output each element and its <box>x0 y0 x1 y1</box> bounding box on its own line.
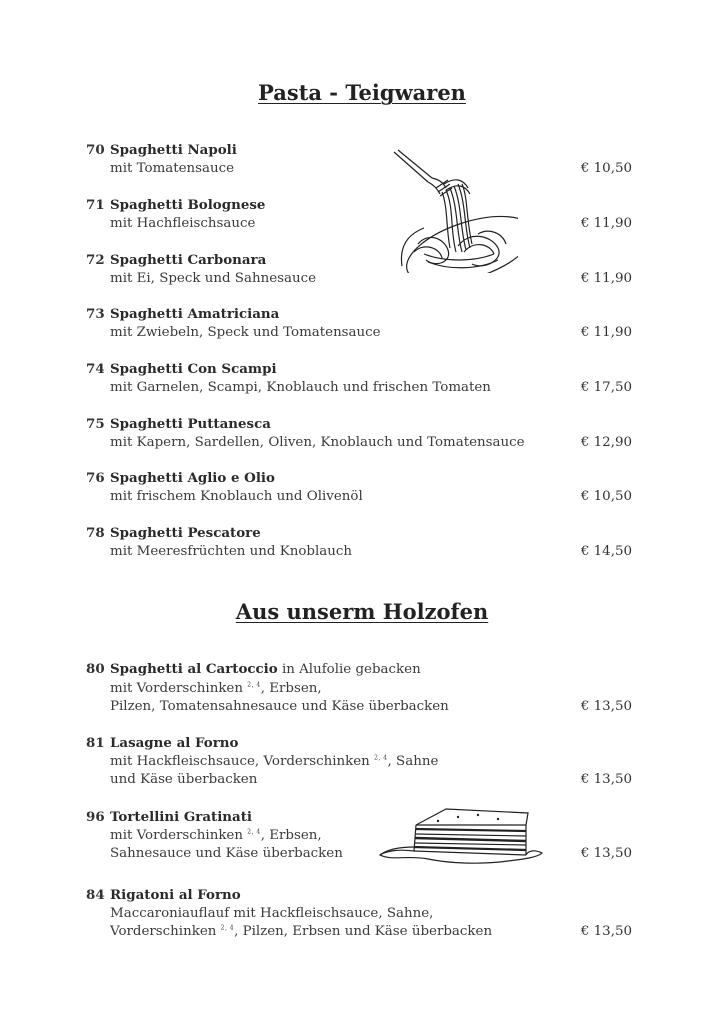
item-description: mit Hachfleischsauce <box>110 215 256 231</box>
item-description: und Käse überbacken <box>110 772 258 787</box>
item-price: € 14,50 <box>580 543 632 559</box>
item-number: 78 <box>86 525 105 541</box>
menu-item <box>86 886 632 942</box>
item-number: 76 <box>86 470 105 486</box>
description-text: , Erbsen, <box>260 827 322 843</box>
description-text: mit Vorderschinken <box>110 680 248 696</box>
description-text: , Erbsen, <box>260 680 322 696</box>
item-name: Spaghetti Aglio e Olio <box>110 470 275 486</box>
menu-item <box>86 469 632 506</box>
item-description: mit frischem Knoblauch und Olivenöl <box>110 488 363 504</box>
item-description: mit Ei, Speck und Sahnesauce <box>110 270 317 286</box>
menu-item <box>86 415 632 452</box>
item-name: Lasagne al Forno <box>110 735 239 751</box>
item-price: € 13,50 <box>580 846 632 861</box>
item-name: Spaghetti Carbonara <box>110 252 267 268</box>
spaghetti-fork-plate-illustration <box>388 148 518 273</box>
item-name: Rigatoni al Forno <box>110 887 241 903</box>
item-description: mit Tomatensauce <box>110 160 235 176</box>
item-price: € 12,90 <box>580 434 632 450</box>
allergen-footnote: 2, 4 <box>220 924 235 932</box>
item-number: 84 <box>86 887 105 903</box>
item-description: Maccaroniauflauf mit Hackfleischsauce, Sahne, <box>110 905 434 921</box>
item-description: mit Zwiebeln, Speck und Tomatensauce <box>110 324 381 340</box>
item-name: Spaghetti Napoli <box>110 142 237 158</box>
item-description: mit Kapern, Sardellen, Oliven, Knoblauch und Tomatensauce <box>110 434 525 450</box>
lasagne-slice-illustration <box>378 805 546 867</box>
item-price: € 13,50 <box>580 699 632 714</box>
item-price: € 11,90 <box>580 324 632 340</box>
section-title-holzofen: Aus unserm Holzofen <box>235 599 489 624</box>
item-number: 71 <box>86 197 105 213</box>
menu-item <box>86 305 632 342</box>
item-number: 72 <box>86 252 105 268</box>
item-price: € 13,50 <box>580 924 632 939</box>
item-number: 75 <box>86 416 105 432</box>
item-name: Spaghetti Amatriciana <box>110 306 280 322</box>
item-price: € 10,50 <box>580 488 632 504</box>
item-name: Spaghetti al Cartoccio <box>110 661 278 677</box>
item-name: Tortellini Gratinati <box>110 809 252 825</box>
item-description <box>110 680 632 699</box>
description-text: mit Vorderschinken <box>110 827 248 843</box>
item-name: Spaghetti Puttanesca <box>110 416 271 432</box>
item-price: € 17,50 <box>580 379 632 395</box>
item-description: Pilzen, Tomatensahnesauce und Käse überbacken <box>110 699 449 714</box>
description-text: , Pilzen, Erbsen und Käse überbacken <box>234 924 493 939</box>
allergen-footnote: 2, 4 <box>247 828 261 836</box>
menu-item <box>86 734 632 790</box>
menu-item <box>86 360 632 397</box>
item-description: mit Garnelen, Scampi, Knoblauch und frischen Tomaten <box>110 379 491 395</box>
menu-item <box>86 808 632 864</box>
menu-item <box>86 251 632 288</box>
item-name-suffix: in Alufolie gebacken <box>277 662 421 677</box>
item-description: Sahnesauce und Käse überbacken <box>110 846 343 861</box>
item-price: € 11,90 <box>580 270 632 286</box>
item-description: mit Meeresfrüchten und Knoblauch <box>110 543 353 559</box>
menu-item <box>86 660 632 717</box>
description-text: , Sahne <box>387 753 439 769</box>
item-number: 73 <box>86 306 105 322</box>
item-number: 70 <box>86 142 105 158</box>
allergen-footnote: 2, 4 <box>374 754 388 762</box>
item-number: 81 <box>86 735 105 751</box>
item-price: € 11,90 <box>580 215 632 231</box>
item-description <box>110 923 632 942</box>
menu-item <box>86 524 632 561</box>
section-title-pasta: Pasta - Teigwaren <box>258 80 466 105</box>
item-name: Spaghetti Bolognese <box>110 197 266 213</box>
description-text: mit Hackfleischsauce, Vorderschinken <box>110 753 375 769</box>
allergen-footnote: 2, 4 <box>247 681 261 689</box>
item-price: € 10,50 <box>580 160 632 176</box>
menu-item <box>86 141 632 178</box>
item-description <box>110 827 632 846</box>
item-number: 80 <box>86 661 105 677</box>
item-description <box>110 753 632 772</box>
item-number: 96 <box>86 809 105 825</box>
menu-item <box>86 196 632 233</box>
item-name: Spaghetti Con Scampi <box>110 361 277 377</box>
item-name: Spaghetti Pescatore <box>110 525 261 541</box>
item-price: € 13,50 <box>580 772 632 787</box>
description-text: Vorderschinken <box>110 924 221 939</box>
item-number: 74 <box>86 361 105 377</box>
